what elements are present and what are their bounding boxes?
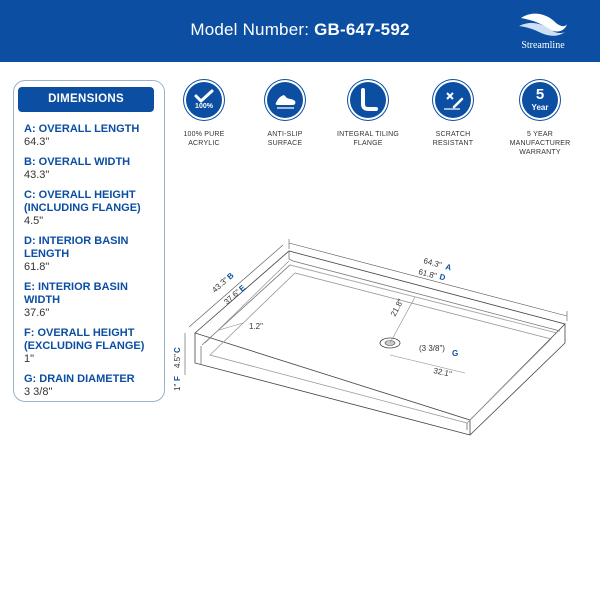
dim-drain-y-value: 21.8" [388,297,406,318]
badge-word: Year [531,103,549,112]
flange-icon [350,82,386,118]
dim-e-value: 37.6" [222,287,243,307]
dim-b-letter: B [225,270,236,282]
dimension-value: 4.5" [24,215,44,227]
dimension-label: F: OVERALL HEIGHT (EXCLUDING FLANGE) [24,327,145,352]
dim-c-letter: C [173,347,182,353]
feature-label: 5 YEAR MANUFACTURER WARRANTY [509,131,571,156]
dimension-value: 3 3/8" [24,386,53,398]
warranty-icon [522,82,558,118]
flange-inner-edge [202,265,557,345]
logo-text: Streamline [521,40,565,51]
model-number-label: Model Number: [190,20,315,39]
dim-flange-value: 1.2" [249,322,263,331]
dimension-label: E: INTERIOR BASIN WIDTH [24,281,128,306]
dim-f-letter: F [173,376,182,381]
feature-scratch [410,82,496,148]
checkmark-100-icon [186,82,222,118]
scratch-icon [435,82,471,118]
model-number-value: GB-647-592 [314,20,410,39]
dim-b-value: 43.3" [210,275,231,295]
feature-label: INTEGRAL TILING FLANGE [336,131,400,147]
wave-icon [517,10,569,38]
badge-number: 5 [535,86,545,103]
dim-drain-x-value: 32.1" [432,366,453,379]
dim-a-value: 64.3" [422,256,443,270]
dimension-label: G: DRAIN DIAMETER [24,373,135,385]
dimension-value: 37.6" [24,307,50,319]
dim-line-b [189,245,283,327]
dim-e-letter: E [237,283,248,294]
dimension-item [24,189,164,228]
dimension-item [24,123,164,149]
dimension-value: 43.3" [24,169,50,181]
dimension-label: B: OVERALL WIDTH [24,156,131,168]
base-top-outline [195,251,565,420]
dimension-item [24,156,164,182]
dimension-item [24,235,164,274]
drain-inner [385,341,395,346]
dim-d-letter: D [438,272,447,283]
dim-g-value: (3 3/8") [419,344,445,353]
shower-base-diagram [165,215,600,455]
feature-acrylic [161,82,247,148]
shoe-icon [267,82,303,118]
dim-c-value: 4.5" [173,354,182,368]
dim-d-value: 61.8" [417,267,438,281]
dim-f-value: 1" [173,383,182,391]
dim-line-a [289,243,567,316]
dimension-value: 61.8" [24,261,50,273]
base-right-face [470,324,565,435]
dimension-label: D: INTERIOR BASIN LENGTH [24,235,129,260]
feature-label: SCRATCH RESISTANT [432,131,474,147]
basin-outline [210,270,551,423]
feature-label: ANTI-SLIP SURFACE [267,131,303,147]
dimension-label: C: OVERALL HEIGHT (INCLUDING FLANGE) [24,189,141,214]
badge-text: 100% [195,103,213,110]
dimension-item [24,373,164,399]
feature-anti-slip [242,82,328,148]
dim-g-letter: G [452,349,459,358]
feature-label: 100% PURE ACRYLIC [183,131,225,147]
header-bar [0,0,600,62]
dimension-label: A: OVERALL LENGTH [24,123,140,135]
dimensions-list [24,123,164,406]
dimensions-title: DIMENSIONS [18,87,154,112]
dim-a-letter: A [444,262,453,273]
dimension-item [24,327,164,366]
dimension-value: 1" [24,353,35,365]
dimension-value: 64.3" [24,136,50,148]
feature-warranty [497,82,583,157]
feature-flange [325,82,411,148]
dimension-item [24,281,164,320]
streamline-logo [508,10,578,54]
